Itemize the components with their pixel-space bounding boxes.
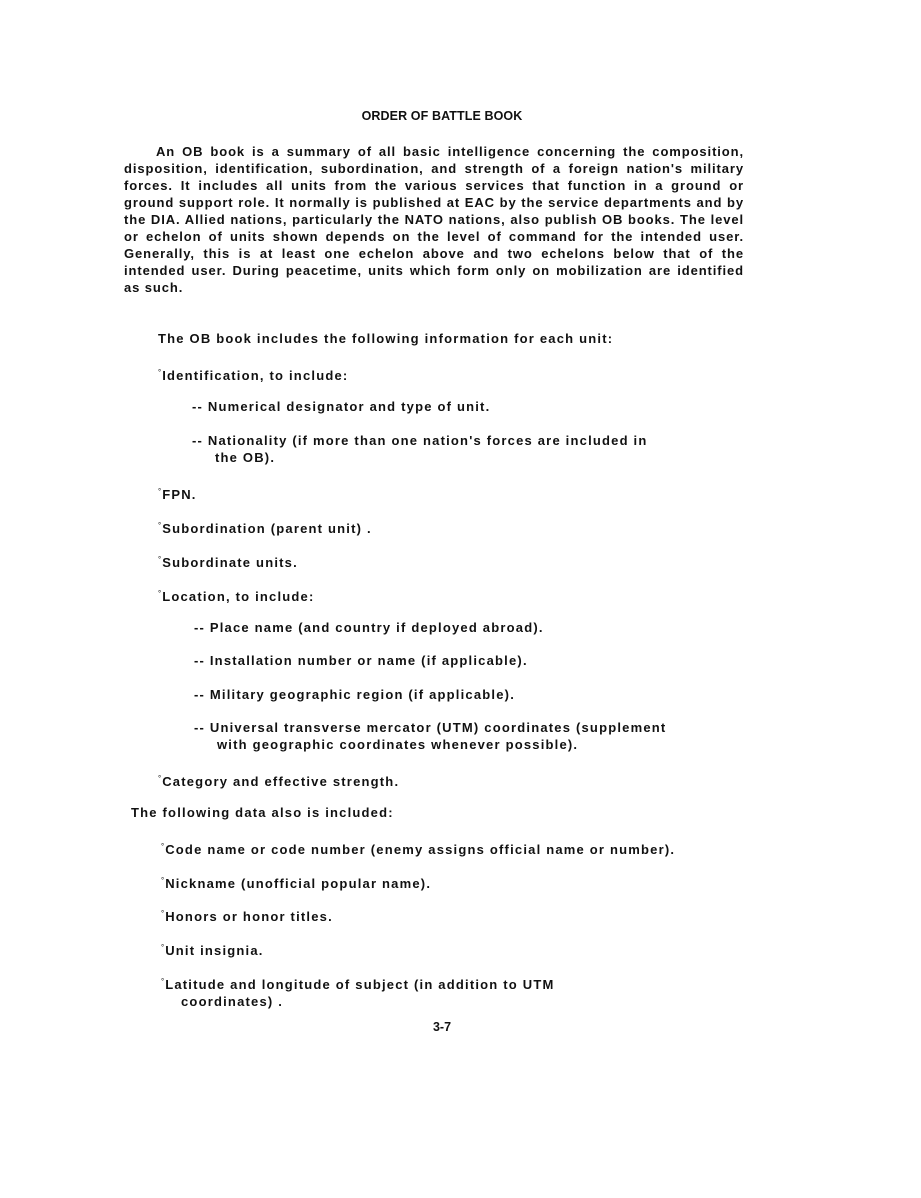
bullet-degree-icon: ° bbox=[158, 589, 162, 598]
sub-item-installation: -- Installation number or name (if applicable). bbox=[194, 653, 528, 668]
list-item-identification: °Identification, to include: bbox=[158, 368, 349, 383]
bullet-degree-icon: ° bbox=[161, 909, 165, 918]
bullet-degree-icon: ° bbox=[158, 368, 162, 377]
list-item-fpn: °FPN. bbox=[158, 487, 197, 502]
list-item-insignia: °Unit insignia. bbox=[161, 943, 264, 958]
sub-item-nationality: -- Nationality (if more than one nation's forces are included in the OB). bbox=[192, 433, 648, 465]
sub-item-utm-coordinates: -- Universal transverse mercator (UTM) coordinates (supplement with geographic coordinates whenever possible). bbox=[194, 720, 667, 752]
page-title: ORDER OF BATTLE BOOK bbox=[361, 109, 523, 123]
includes-intro: The OB book includes the following information for each unit: bbox=[158, 331, 614, 346]
intro-paragraph-text: An OB book is a summary of all basic intelligence concerning the composition, disposition, identification, subordination, and strength of a foreign nation's military forces. It includes all units from the various services that function in a ground or ground support role. It normally is published at EAC by the service departments and by the DIA. Allied nations, particularly the NATO nations, also publish OB books. The level or echelon of units shown depends on the level of command for the intended user. Generally, this is at least one echelon above and two echelons below that of the intended user. During peacetime, units which form only on mobilization are identified as such. bbox=[124, 144, 744, 295]
sub-item-numerical-designator: -- Numerical designator and type of unit. bbox=[192, 399, 491, 414]
bullet-degree-icon: ° bbox=[161, 842, 165, 851]
list-item-location: °Location, to include: bbox=[158, 589, 315, 604]
intro-paragraph bbox=[124, 143, 744, 296]
bullet-degree-icon: ° bbox=[158, 555, 162, 564]
list-item-category: °Category and effective strength. bbox=[158, 774, 400, 789]
bullet-degree-icon: ° bbox=[158, 487, 162, 496]
bullet-degree-icon: ° bbox=[158, 521, 162, 530]
list-item-subordination: °Subordination (parent unit) . bbox=[158, 521, 372, 536]
sub-item-geographic-region: -- Military geographic region (if applicable). bbox=[194, 687, 516, 702]
bullet-degree-icon: ° bbox=[161, 943, 165, 952]
list-item-subordinate-units: °Subordinate units. bbox=[158, 555, 298, 570]
bullet-degree-icon: ° bbox=[158, 774, 162, 783]
bullet-degree-icon: ° bbox=[161, 977, 165, 986]
list-item-honors: °Honors or honor titles. bbox=[161, 909, 333, 924]
page-number: 3-7 bbox=[432, 1020, 452, 1034]
list-item-latitude-longitude: °Latitude and longitude of subject (in addition to UTM coordinates) . bbox=[161, 977, 555, 1009]
bullet-degree-icon: ° bbox=[161, 876, 165, 885]
also-included-intro: The following data also is included: bbox=[131, 805, 394, 820]
list-item-code-name: °Code name or code number (enemy assigns official name or number). bbox=[161, 842, 676, 857]
sub-item-place-name: -- Place name (and country if deployed abroad). bbox=[194, 620, 544, 635]
list-item-nickname: °Nickname (unofficial popular name). bbox=[161, 876, 432, 891]
